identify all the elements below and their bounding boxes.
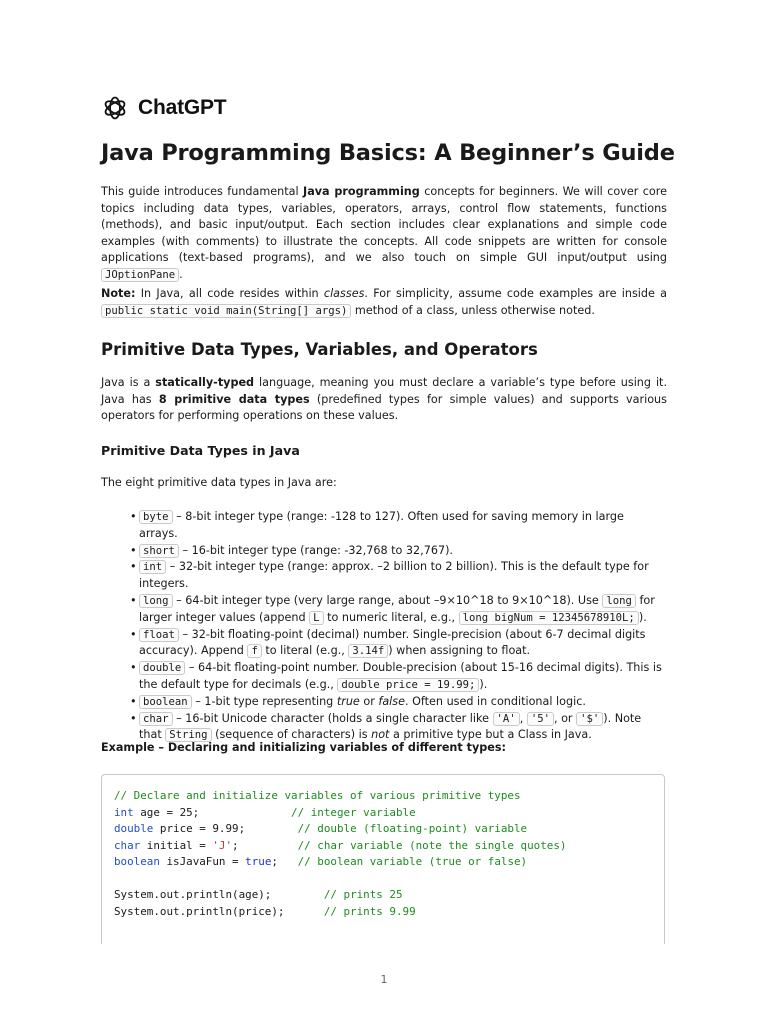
inline-code: float (139, 628, 179, 642)
code-text: System.out.println(price); (114, 904, 285, 918)
list-item-char (132, 711, 662, 745)
list-item-boolean (132, 694, 662, 711)
list-item-text: – 32-bit integer type (range: approx. –2 billion to 2 billion). This is the default type for integers. (139, 560, 649, 591)
list-item-text: – 64-bit floating-point number. Double-precision (about 15-16 decimal digits). This is the default type for decimals (e.g., (139, 661, 662, 691)
code-line-blank (114, 871, 664, 888)
subsection-heading: Primitive Data Types in Java (101, 443, 300, 458)
section-intro-text: language, meaning you must declare a variable’s type before using it. Java has (101, 376, 667, 406)
list-item-short (132, 543, 662, 560)
list-item-emphasis: true (336, 694, 360, 708)
intro-text: . (179, 267, 183, 281)
inline-code: String (165, 728, 211, 742)
inline-code: short (139, 544, 179, 558)
note-label: Note: (101, 287, 136, 300)
brand-logo (101, 94, 226, 122)
list-item-text: , (519, 711, 527, 725)
inline-code: char (139, 712, 173, 726)
code-text: isJavaFun = (159, 855, 246, 868)
list-item-text: (sequence of characters) is (211, 728, 372, 742)
list-item-text: , or (553, 711, 577, 725)
inline-code: '5' (527, 712, 554, 726)
code-line (114, 821, 664, 838)
section-intro-text: (predefined types for simple values) and supports various operators for performing operations on these values. (101, 392, 667, 423)
inline-code: boolean (139, 695, 192, 709)
list-item-text: – 8-bit integer type (range: -128 to 127). Often used for saving memory in large arrays. (139, 510, 624, 540)
code-text: System.out.println(age); (114, 888, 272, 901)
note-emphasis: classes (323, 287, 365, 300)
code-string: 'J' (212, 838, 233, 852)
code-comment: // boolean variable (true or false) (297, 855, 528, 868)
inline-code: 'A' (493, 712, 520, 726)
code-comment: // integer variable (291, 805, 416, 819)
list-item-text: ). Note that (139, 711, 642, 742)
inline-code: f (247, 644, 261, 658)
code-text: price = 9.99; (153, 822, 246, 835)
code-text: ; (232, 838, 239, 852)
list-item-emphasis: not (371, 728, 390, 742)
section-intro-text: Java is a (101, 376, 156, 389)
code-space (271, 888, 323, 901)
intro-text: This guide introduces fundamental (101, 185, 304, 198)
page-number: 1 (380, 973, 388, 986)
code-comment: // prints 9.99 (323, 904, 416, 918)
inline-code: int (139, 560, 166, 574)
list-item-text: ). (638, 610, 647, 624)
section-intro-paragraph (101, 375, 667, 425)
code-keyword: boolean (114, 855, 160, 868)
inline-code: long (139, 594, 173, 608)
inline-code: byte (139, 510, 173, 524)
code-text: initial = (140, 838, 213, 852)
list-item-int (132, 559, 662, 593)
code-line (114, 838, 664, 855)
list-item-text: or (359, 694, 379, 708)
list-item-long (132, 593, 662, 627)
section-intro-bold: 8 primitive data types (158, 392, 310, 406)
brand-name: ChatGPT (138, 96, 227, 119)
list-item-text: for larger integer values (append (139, 593, 655, 624)
note-text: . For simplicity, assume code examples are inside a (364, 287, 667, 300)
example-label: Example – Declaring and initializing variables of different types: (101, 741, 507, 754)
code-block[interactable] (101, 774, 665, 944)
code-text: age = 25; (133, 805, 200, 819)
note-text: method of a class, unless otherwise noted. (351, 303, 595, 317)
code-keyword: int (114, 805, 134, 819)
list-item-double (132, 660, 662, 694)
code-keyword: char (114, 838, 141, 852)
code-comment: // Declare and initialize variables of various primitive types (114, 789, 521, 802)
code-space (278, 855, 298, 868)
list-item-text: – 32-bit floating-point (decimal) number. Single-precision (about 6-7 decimal digits accuracy). Append (139, 627, 646, 658)
code-text: ; (271, 855, 278, 868)
code-space (284, 905, 323, 918)
code-space (239, 839, 298, 852)
code-line (114, 854, 664, 871)
intro-paragraph (101, 184, 667, 284)
list-item-text: ) when assigning to float. (388, 644, 531, 658)
inline-code: long bigNum = 12345678910L; (459, 611, 639, 625)
code-comment: // double (floating-point) variable (297, 822, 528, 835)
inline-code: double price = 19.99; (337, 678, 479, 692)
code-line (114, 887, 664, 904)
list-item-text: to numeric literal, e.g., (323, 610, 459, 624)
code-line (114, 904, 664, 921)
inline-code: 3.14f (348, 644, 388, 658)
primitive-types-list (132, 509, 662, 744)
inline-code: public static void main(String[] args) (101, 304, 351, 318)
list-item-byte (132, 509, 662, 543)
code-comment: // prints 25 (323, 888, 403, 901)
list-item-text: – 16-bit Unicode character (holds a single character like (172, 711, 493, 725)
code-keyword: double (114, 822, 154, 835)
list-item-text: . Often used in conditional logic. (405, 694, 586, 708)
document-title: Java Programming Basics: A Beginner’s Guide (101, 140, 675, 166)
list-item-emphasis: false (378, 694, 405, 708)
list-intro: The eight primitive data types in Java are: (101, 476, 337, 489)
inline-code: '$' (576, 712, 603, 726)
list-item-text: – 1-bit type representing (191, 694, 337, 708)
openai-logo-icon (101, 94, 129, 122)
section-intro-bold: statically-typed (155, 376, 255, 389)
note-text: In Java, all code resides within (135, 287, 324, 300)
inline-code: JOptionPane (101, 268, 179, 282)
code-line (114, 788, 664, 805)
intro-text: concepts for beginners. We will cover core topics including data types, variables, operators, arrays, control flow statements, functions (methods), and basic input/output. Each section includes clear explanations and simple code examples (with comments) to illustrate the concepts. All code snippets are written for console applications (text-based programs), and we also touch on simple GUI input/output using (101, 185, 667, 265)
list-item-text: – 16-bit integer type (range: -32,768 to 32,767). (178, 543, 453, 557)
list-item-float (132, 627, 662, 661)
code-literal: true (245, 855, 272, 868)
section-heading: Primitive Data Types, Variables, and Operators (101, 340, 538, 359)
code-comment: // char variable (note the single quotes) (297, 838, 567, 852)
list-item-text: to literal (e.g., (261, 644, 349, 658)
inline-code: L (309, 611, 323, 625)
list-item-text: – 64-bit integer type (very large range, about –9×10^18 to 9×10^18). Use (172, 593, 603, 607)
intro-bold: Java programming (303, 185, 420, 198)
list-item-text: a primitive type but a Class in Java. (389, 728, 592, 742)
code-line (114, 805, 664, 822)
note-paragraph (101, 286, 667, 319)
code-space (245, 822, 297, 835)
list-item-text: ). (479, 677, 488, 691)
inline-code: double (139, 661, 185, 675)
code-space (199, 806, 291, 819)
inline-code: long (602, 594, 636, 608)
